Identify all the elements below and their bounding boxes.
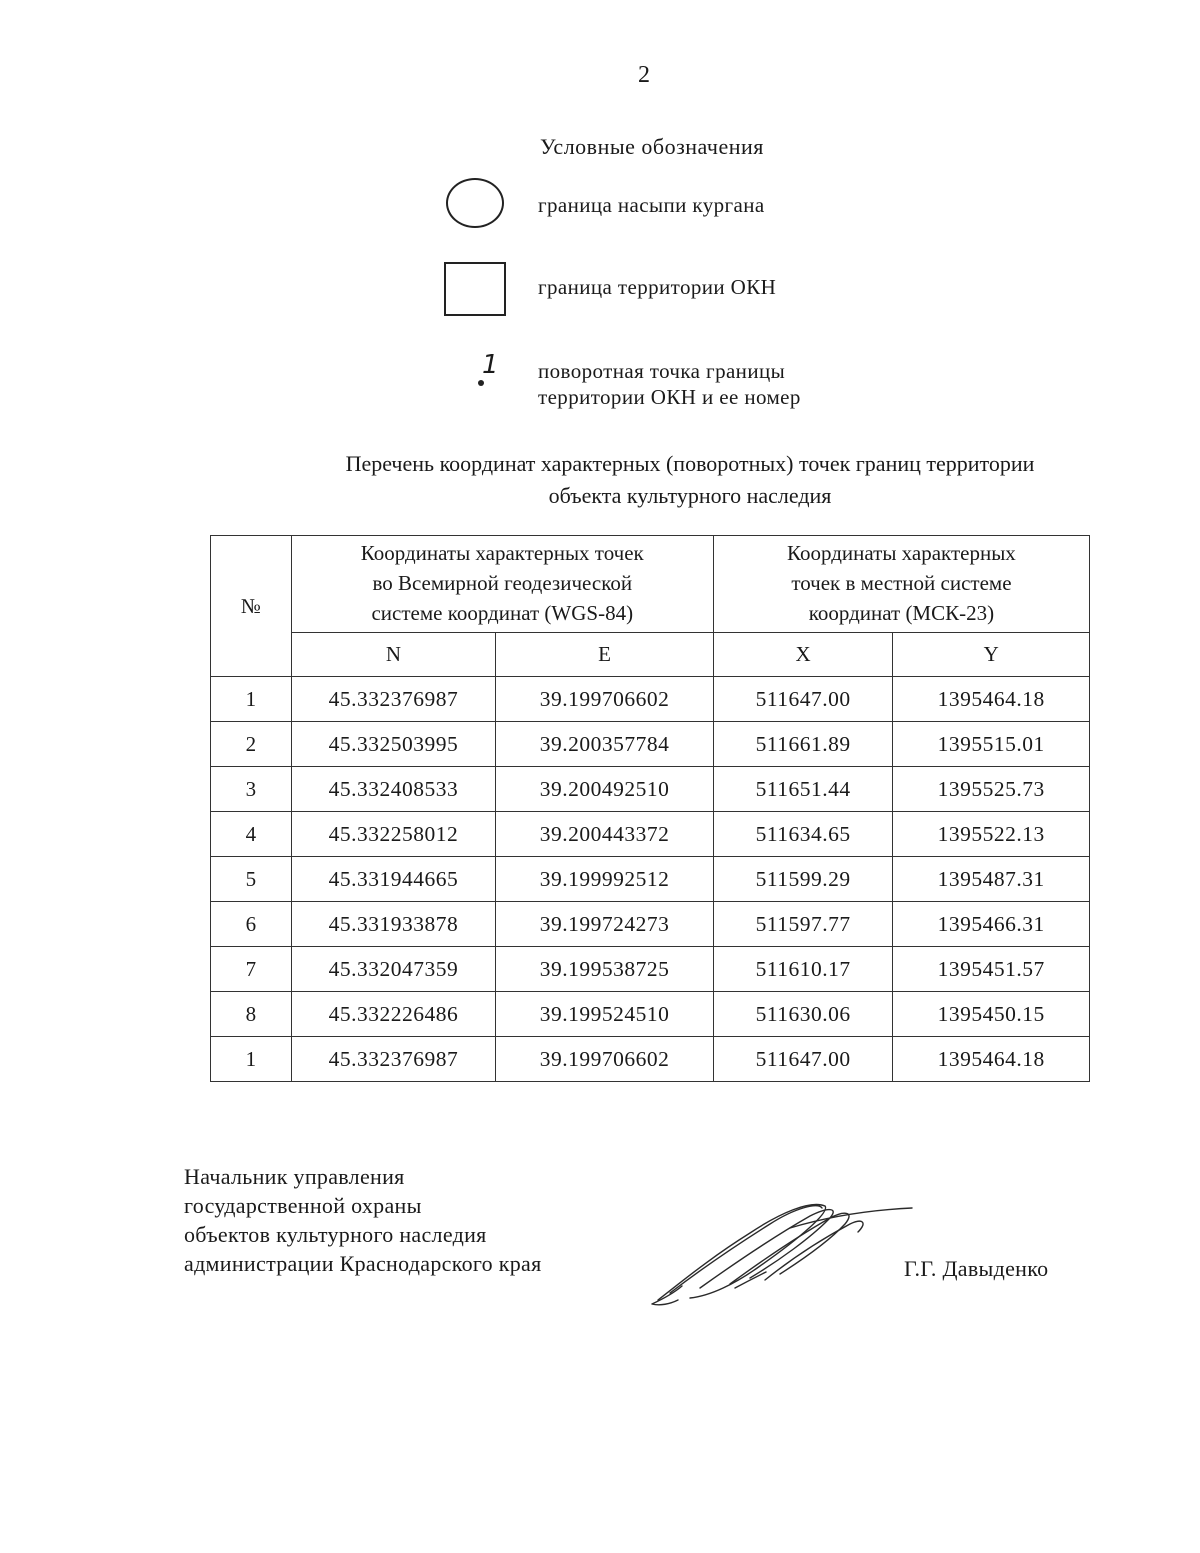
signatory-position-line-3: объектов культурного наследия bbox=[184, 1222, 487, 1247]
cell-x: 511630.06 bbox=[713, 992, 893, 1037]
cell-x: 511647.00 bbox=[713, 1037, 893, 1082]
cell-y: 1395487.31 bbox=[893, 857, 1090, 902]
cell-y: 1395451.57 bbox=[893, 947, 1090, 992]
cell-y: 1395464.18 bbox=[893, 1037, 1090, 1082]
cell-y: 1395464.18 bbox=[893, 677, 1090, 722]
cell-e: 39.199724273 bbox=[496, 902, 714, 947]
mound-boundary-circle-icon bbox=[446, 178, 504, 228]
legend-item-turning-point-line-1: поворотная точка границы bbox=[538, 359, 786, 383]
cell-x: 511651.44 bbox=[713, 767, 893, 812]
signatory-position-line-2: государственной охраны bbox=[184, 1193, 422, 1218]
cell-number: 5 bbox=[211, 857, 292, 902]
legend-item-mound-boundary: граница насыпи кургана bbox=[538, 193, 765, 217]
cell-n: 45.332503995 bbox=[291, 722, 496, 767]
table-row bbox=[211, 722, 1090, 767]
cell-n: 45.332047359 bbox=[291, 947, 496, 992]
cell-e: 39.199524510 bbox=[496, 992, 714, 1037]
header-wgs84-group bbox=[291, 536, 713, 633]
cell-number: 2 bbox=[211, 722, 292, 767]
turning-point-dot-icon bbox=[478, 380, 484, 386]
cell-y: 1395466.31 bbox=[893, 902, 1090, 947]
signatory-position-line-1: Начальник управления bbox=[184, 1164, 405, 1189]
cell-n: 45.332226486 bbox=[291, 992, 496, 1037]
cell-x: 511599.29 bbox=[713, 857, 893, 902]
table-row bbox=[211, 677, 1090, 722]
header-msk23-group bbox=[713, 536, 1089, 633]
cell-e: 39.200492510 bbox=[496, 767, 714, 812]
turning-point-icon bbox=[470, 352, 500, 396]
cell-y: 1395515.01 bbox=[893, 722, 1090, 767]
legend-item-turning-point bbox=[538, 358, 801, 410]
cell-x: 511647.00 bbox=[713, 677, 893, 722]
header-msk23-line-2: точек в местной системе bbox=[791, 571, 1012, 595]
cell-number: 1 bbox=[211, 1037, 292, 1082]
cell-number: 1 bbox=[211, 677, 292, 722]
cell-number: 3 bbox=[211, 767, 292, 812]
signer-name: Г.Г. Давыденко bbox=[904, 1256, 1049, 1281]
table-title-line-2: объекта культурного наследия bbox=[548, 483, 832, 508]
table-row bbox=[211, 992, 1090, 1037]
cell-n: 45.331933878 bbox=[291, 902, 496, 947]
header-x: X bbox=[713, 633, 893, 677]
table-row bbox=[211, 857, 1090, 902]
header-msk23-line-1: Координаты характерных bbox=[787, 541, 1016, 565]
table-header-row bbox=[211, 536, 1090, 633]
header-wgs84-line-3: системе координат (WGS-84) bbox=[371, 601, 634, 625]
cell-e: 39.199706602 bbox=[496, 677, 714, 722]
cell-number: 7 bbox=[211, 947, 292, 992]
table-title-line-1: Перечень координат характерных (поворотных) точек границ территории bbox=[345, 451, 1035, 476]
table-row bbox=[211, 812, 1090, 857]
table-row bbox=[211, 1037, 1090, 1082]
table-row bbox=[211, 902, 1090, 947]
header-wgs84-line-1: Координаты характерных точек bbox=[360, 541, 644, 565]
territory-boundary-square-icon bbox=[444, 262, 506, 316]
cell-e: 39.200357784 bbox=[496, 722, 714, 767]
legend-title: Условные обозначения bbox=[540, 134, 764, 159]
turning-point-number: 1 bbox=[482, 350, 499, 380]
cell-n: 45.332258012 bbox=[291, 812, 496, 857]
cell-e: 39.200443372 bbox=[496, 812, 714, 857]
cell-e: 39.199538725 bbox=[496, 947, 714, 992]
header-y: Y bbox=[893, 633, 1090, 677]
cell-n: 45.332408533 bbox=[291, 767, 496, 812]
table-row bbox=[211, 767, 1090, 812]
cell-e: 39.199992512 bbox=[496, 857, 714, 902]
header-number: № bbox=[211, 536, 292, 677]
signatory-position-line-4: администрации Краснодарского края bbox=[184, 1251, 542, 1276]
cell-x: 511661.89 bbox=[713, 722, 893, 767]
coordinates-table bbox=[210, 535, 1090, 1082]
table-title bbox=[190, 448, 1190, 512]
legend-item-turning-point-line-2: территории ОКН и ее номер bbox=[538, 385, 801, 409]
cell-x: 511634.65 bbox=[713, 812, 893, 857]
header-e: E bbox=[496, 633, 714, 677]
cell-n: 45.332376987 bbox=[291, 677, 496, 722]
cell-x: 511610.17 bbox=[713, 947, 893, 992]
header-n: N bbox=[291, 633, 496, 677]
cell-y: 1395522.13 bbox=[893, 812, 1090, 857]
table-row bbox=[211, 947, 1090, 992]
cell-y: 1395450.15 bbox=[893, 992, 1090, 1037]
cell-number: 8 bbox=[211, 992, 292, 1037]
cell-number: 4 bbox=[211, 812, 292, 857]
cell-e: 39.199706602 bbox=[496, 1037, 714, 1082]
cell-x: 511597.77 bbox=[713, 902, 893, 947]
table-subheader-row bbox=[211, 633, 1090, 677]
cell-n: 45.332376987 bbox=[291, 1037, 496, 1082]
handwritten-signature bbox=[640, 1188, 920, 1318]
legend-item-territory-boundary: граница территории ОКН bbox=[538, 275, 777, 299]
header-wgs84-line-2: во Всемирной геодезической bbox=[372, 571, 633, 595]
signatory-position bbox=[184, 1162, 542, 1278]
cell-n: 45.331944665 bbox=[291, 857, 496, 902]
header-msk23-line-3: координат (МСК-23) bbox=[808, 601, 995, 625]
cell-y: 1395525.73 bbox=[893, 767, 1090, 812]
page-number: 2 bbox=[638, 62, 650, 88]
cell-number: 6 bbox=[211, 902, 292, 947]
